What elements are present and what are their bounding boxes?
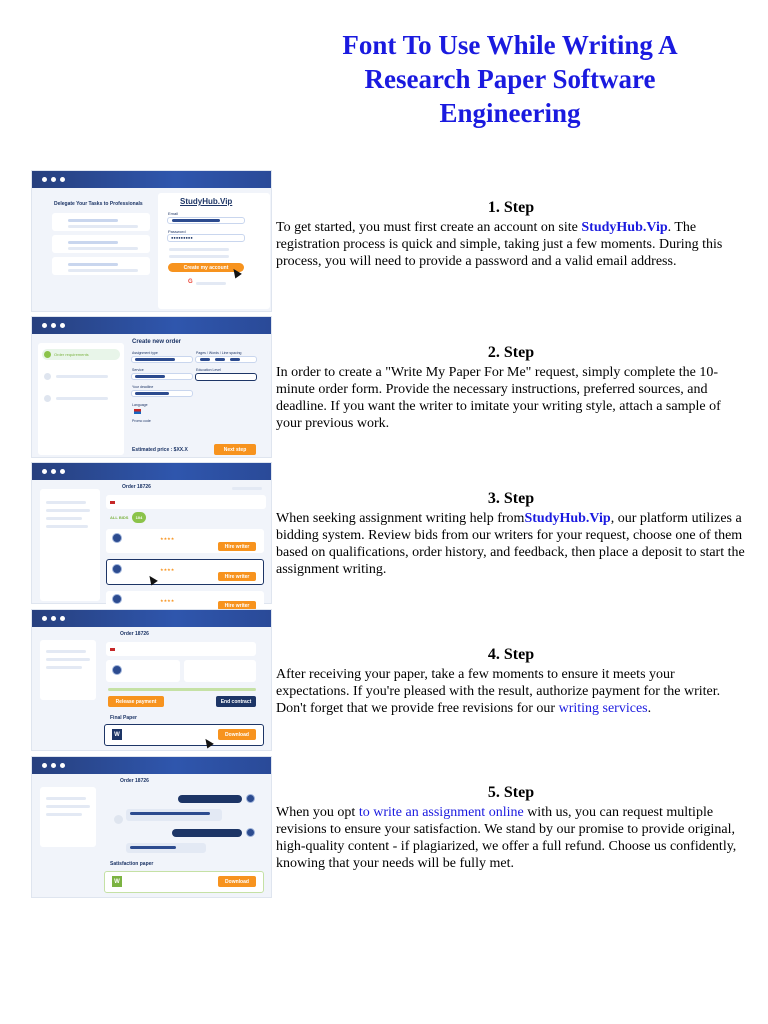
email-label: Email (168, 211, 179, 216)
rating-stars: ★★★★ (160, 567, 175, 572)
window-bar (32, 463, 271, 480)
mock-line (196, 282, 226, 285)
download-button[interactable]: Download (218, 729, 256, 740)
order-sidebar (40, 489, 100, 601)
writer-card (184, 660, 256, 682)
page-title: Font To Use While Writing A Research Paper Software Engineering (342, 30, 678, 128)
writing-services-link[interactable]: writing services (558, 701, 648, 716)
create-account-button[interactable]: Create my account (168, 263, 244, 272)
field-label: Pages / Words / Line spacing (196, 351, 242, 355)
mock-task-card (52, 213, 150, 231)
brand-logo: StudyHub.Vip (180, 197, 233, 206)
mock-line (56, 397, 108, 400)
step-text (276, 510, 746, 578)
bids-count: 104 (132, 512, 146, 523)
mock-line (46, 813, 82, 816)
field-label: Service (132, 368, 144, 372)
chat-bubble-outgoing (178, 795, 242, 803)
mock-line (169, 248, 229, 251)
step-text (276, 804, 746, 872)
flag-icon (110, 501, 115, 504)
mock-line (68, 247, 138, 250)
chat-bubble-outgoing (172, 829, 242, 837)
mock-line (68, 219, 118, 222)
chat-bubble-incoming (126, 809, 222, 821)
step-text-part: When you opt (276, 805, 359, 820)
mock-line (46, 658, 90, 661)
mock-line (232, 487, 262, 490)
order-sidebar (40, 640, 96, 700)
step-heading: 5. Step (487, 784, 535, 801)
download-button[interactable]: Download (218, 876, 256, 887)
order-sidebar (40, 787, 96, 847)
writer-avatar (114, 815, 123, 824)
mock-line (46, 501, 86, 504)
next-step-button[interactable]: Next step (214, 444, 256, 455)
window-bar (32, 317, 271, 334)
screenshot-registration (31, 170, 272, 312)
writer-avatar (112, 564, 122, 574)
step-2 (276, 343, 746, 432)
field-label: Assignment type (132, 351, 158, 355)
mock-heading: Delegate Your Tasks to Professionals (54, 201, 143, 207)
step-text-part: To get started, you must first create an account on site (276, 220, 582, 235)
mock-line (130, 846, 176, 849)
step-heading: 1. Step (487, 199, 535, 216)
order-summary (106, 495, 266, 509)
progress-bar (108, 688, 256, 691)
mock-line (46, 525, 88, 528)
user-avatar (246, 828, 255, 837)
step-text (276, 219, 746, 270)
all-bids-badge: ALL BIDS (110, 515, 129, 520)
mock-line (172, 219, 220, 222)
final-paper-label: Final Paper (110, 715, 137, 721)
step-heading: 3. Step (487, 490, 535, 507)
step-text (276, 666, 746, 717)
mock-task-card (52, 257, 150, 275)
screenshot-bidding (31, 462, 272, 609)
user-avatar (246, 794, 255, 803)
estimated-price: Estimated price : $XX.X (132, 447, 188, 453)
step-indicator-icon (44, 395, 51, 402)
step-4 (276, 645, 746, 717)
mock-line (135, 358, 175, 361)
hire-writer-button[interactable]: Hire writer (218, 601, 256, 610)
mock-line (46, 650, 86, 653)
screenshot-revisions (31, 756, 272, 898)
form-heading: Create new order (132, 339, 182, 345)
mock-line (169, 255, 229, 258)
order-summary (106, 642, 256, 656)
mock-line (135, 375, 165, 378)
studyhub-link[interactable]: StudyHub.Vip (581, 220, 668, 235)
order-number: Order 18726 (122, 484, 151, 490)
password-label: Password (168, 229, 186, 234)
sidebar-item-label: Order requirements (54, 352, 89, 357)
step-text-part: , our platform utilizes a bidding system. Review bids from our writers for your request, choose one of them based on qualifications, order history, and feedback, then place a deposit to start the assignment writing. (276, 511, 745, 577)
password-value: ●●●●●●●●● (171, 235, 193, 240)
step-indicator-icon (44, 373, 51, 380)
hire-writer-button[interactable]: Hire writer (218, 542, 256, 551)
mock-line (230, 358, 240, 361)
mock-line (46, 509, 90, 512)
field-label: Your deadline (132, 385, 154, 389)
rating-stars: ★★★★ (160, 536, 175, 541)
window-bar (32, 171, 271, 188)
mock-line (215, 358, 225, 361)
step-heading: 4. Step (487, 646, 535, 663)
screenshot-order-form (31, 316, 272, 458)
satisfaction-paper-label: Satisfaction paper (110, 861, 154, 867)
doc-icon: W (112, 876, 122, 887)
field-label: Education Level (196, 368, 221, 372)
step-indicator-icon (44, 351, 51, 358)
field-label: Language (132, 403, 148, 407)
write-assignment-link[interactable]: to write an assignment online (358, 805, 524, 820)
step-heading: 2. Step (487, 344, 535, 361)
release-payment-button[interactable]: Release payment (108, 696, 164, 707)
studyhub-link[interactable]: StudyHub.Vip (524, 511, 611, 526)
writer-avatar (112, 594, 122, 604)
end-contract-button[interactable]: End contract (216, 696, 256, 707)
mock-line (68, 269, 138, 272)
step-text-part: When seeking assignment writing help from (276, 511, 525, 526)
order-number: Order 18726 (120, 778, 149, 784)
mock-task-card (52, 235, 150, 253)
mock-line (68, 263, 118, 266)
screenshot-payment (31, 609, 272, 751)
mock-line (46, 805, 90, 808)
step-text-part: with us, you can request multiple revisions to ensure your satisfaction. We stand by our promise to provide original, high-quality content - if plagiarized, we offer a full refund. Choose us confidently, knowing that your needs will be fully met. (276, 805, 737, 871)
mock-line (46, 517, 82, 520)
hire-writer-button[interactable]: Hire writer (218, 572, 256, 581)
mock-line (68, 225, 138, 228)
mock-line (46, 797, 86, 800)
step-text-part: . (647, 701, 652, 716)
flag-icon (110, 648, 115, 651)
mock-line (200, 358, 210, 361)
mock-line (68, 241, 118, 244)
flag-icon (134, 409, 141, 414)
writer-avatar (112, 665, 122, 675)
mock-line (130, 812, 210, 815)
mock-line (135, 392, 169, 395)
step-1 (276, 198, 746, 270)
writer-avatar (112, 533, 122, 543)
window-bar (32, 757, 271, 774)
rating-stars: ★★★★ (160, 598, 175, 603)
google-icon[interactable]: G (188, 279, 193, 285)
mock-line (56, 375, 108, 378)
step-text-part: After receiving your paper, take a few moments to ensure it meets your expectations. If you're pleased with the result, authorize payment for the writer. Don't forget that we provide free revisions for our (276, 667, 721, 716)
step-text-part: . The registration process is quick and simple, taking just a few moments. During this process, you will need to provide a password and a valid email address. (276, 220, 723, 269)
mock-line (46, 666, 82, 669)
step-3 (276, 489, 746, 578)
step-text: In order to create a "Write My Paper For Me" request, simply complete the 10-minute order form. Provide the necessary instructions, preferred sources, and deadline. If you want the writer to imitate your writing style, attach a sample of your previous work. (276, 365, 721, 431)
step-5 (276, 783, 746, 872)
window-bar (32, 610, 271, 627)
education-level-select[interactable] (195, 373, 257, 381)
word-doc-icon: W (112, 729, 122, 740)
field-label: Promo code (132, 419, 151, 423)
order-number: Order 18726 (120, 631, 149, 637)
